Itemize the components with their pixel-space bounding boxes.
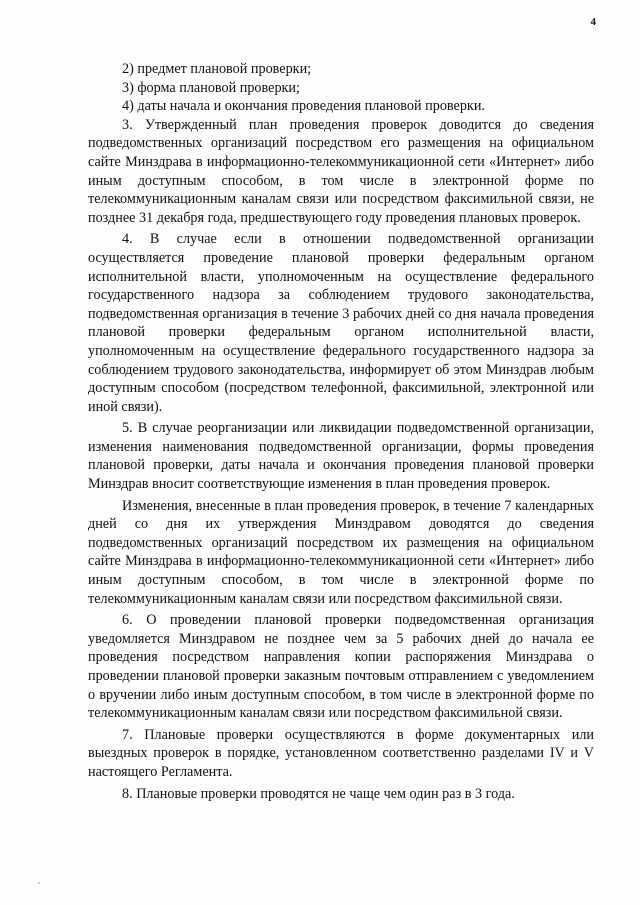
list-item-form: 3) форма плановой проверки; xyxy=(122,79,300,96)
paragraph-6: 6. О проведении плановой проверки подведомственная организация уведомляется Минздравом не позднее чем за 5 рабочих дней до начала ее проведения посредством направления копии распоряжения Минздрава о проведении плановой проверки заказным почтовым отправлением с уведомлением о вручении либо иным доступным способом, в том числе в электронной форме по телекоммуникационным каналам связи или посредством факсимильной связи. xyxy=(88,612,594,722)
scan-artifact xyxy=(38,882,40,884)
paragraph-5: 5. В случае реорганизации или ликвидации подведомственной организации, изменения наименования подведомственной организации, формы проведения плановой проверки, даты начала и окончания проведения плановой проверки Минздрав вносит соответствующие изменения в план проведения проверок. xyxy=(88,420,594,493)
list-item-dates: 4) даты начала и окончания проведения плановой проверки. xyxy=(122,98,485,115)
page-number: 4 xyxy=(590,16,596,28)
paragraph-3: 3. Утвержденный план проведения проверок доводится до сведения подведомственных организаций посредством его размещения на официальном сайте Минздрава в информационно-телекоммуникационной сети «Интернет» либо иным доступным способом, в том числе в электронной форме по телекоммуникационным каналам связи или посредством факсимильной связи, не позднее 31 декабря года, предшествующего году проведения плановых проверок. xyxy=(88,116,594,226)
paragraph-8: 8. Плановые проверки проводятся не чаще чем один раз в 3 года. xyxy=(122,785,515,802)
paragraph-7: 7. Плановые проверки осуществляются в форме документарных или выездных проверок в порядке, установленном соответственно разделами IV и V настоящего Регламента. xyxy=(88,726,594,780)
document-body xyxy=(88,60,594,803)
paragraph-changes: Изменения, внесенные в план проведения проверок, в течение 7 календарных дней со дня их утверждения Минздравом доводятся до сведения подведомственных организаций посредством их размещения на официальном сайте Минздрава в информационно-телекоммуникационной сети «Интернет» либо иным доступным способом, в том числе в электронной форме по телекоммуникационным каналам связи или посредством факсимильной связи. xyxy=(88,497,594,607)
paragraph-4: 4. В случае если в отношении подведомственной организации осуществляется проведение плановой проверки федеральным органом исполнительной власти, уполномоченным на осуществление федерального государственного надзора за соблюдением трудового законодательства, подведомственная организация в течение 3 рабочих дней со дня начала проведения плановой проверки федеральным органом исполнительной власти, уполномоченным на осуществление федерального государственного надзора за соблюдением трудового законодательства, информирует об этом Минздрав любым доступным способом (посредством телефонной, факсимильной, электронной или иной связи). xyxy=(88,231,594,415)
list-item-subject: 2) предмет плановой проверки; xyxy=(122,61,312,77)
